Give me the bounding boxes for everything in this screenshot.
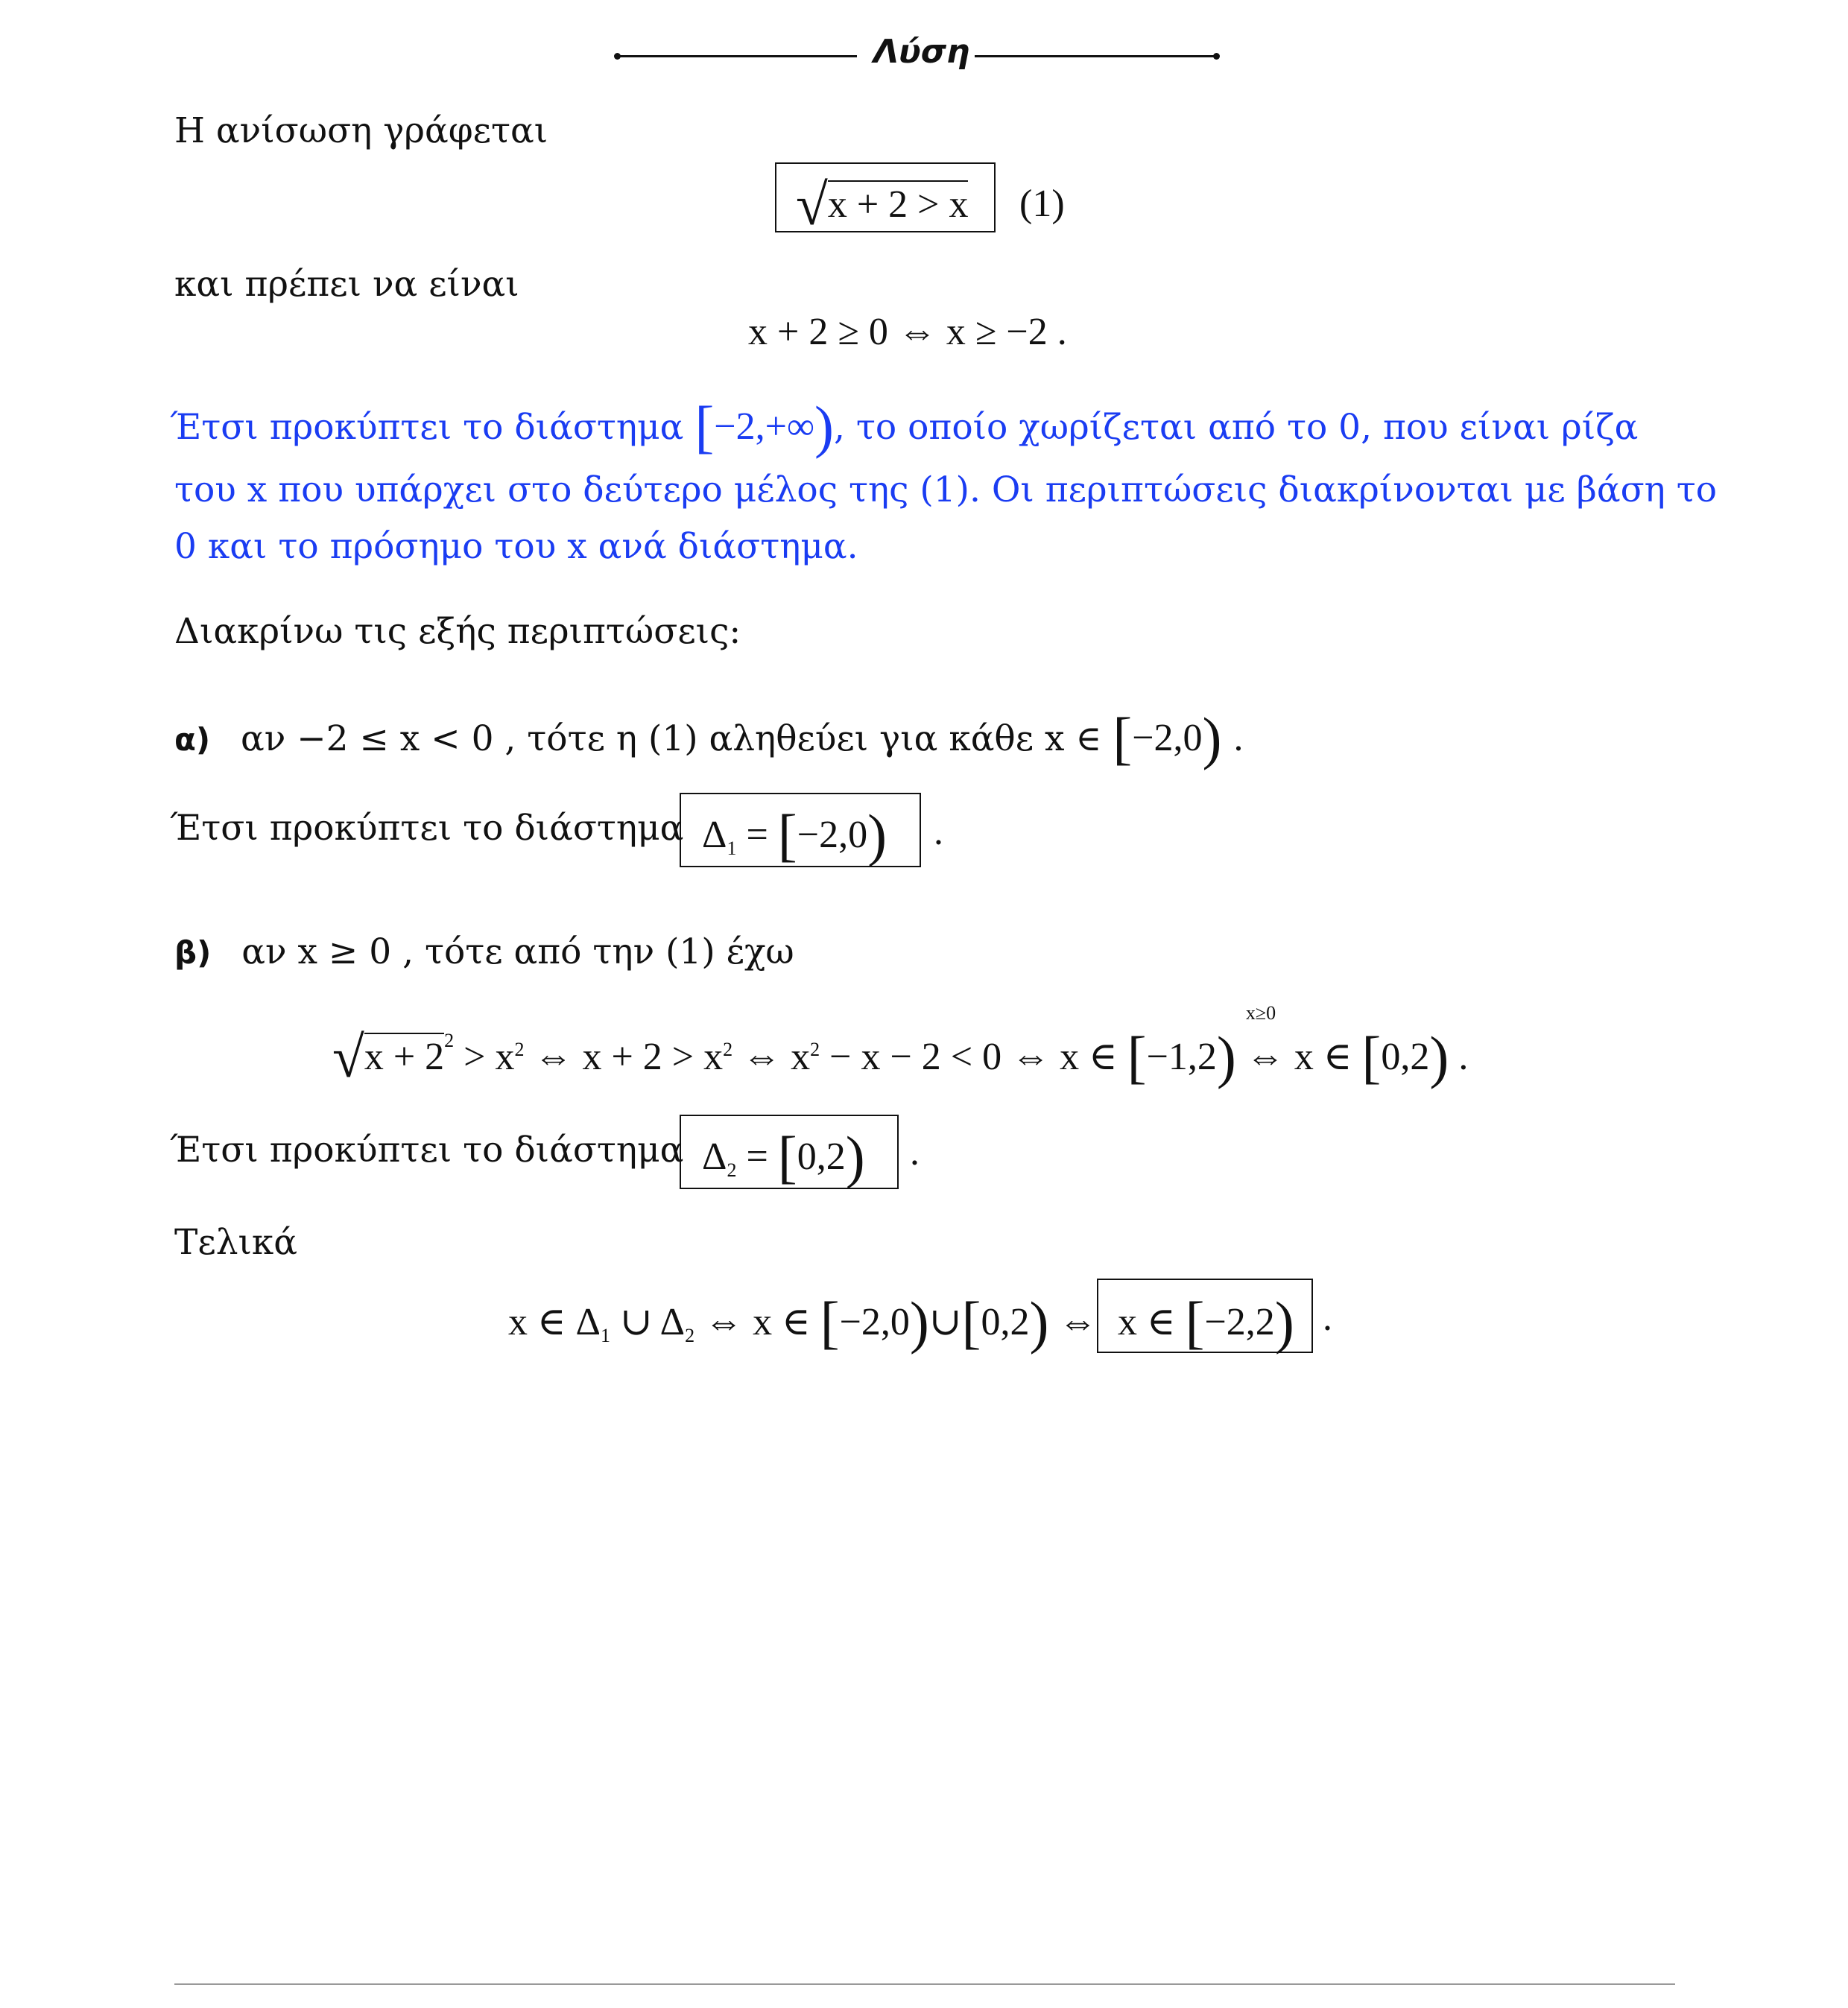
blue-line-1: Έτσι προκύπτει το διάστημα [−2,+∞), το οποίο χωρίζεται από το 0, που είναι ρίζα <box>170 394 1639 459</box>
case-b-label: β) <box>174 934 212 971</box>
equation-3: $√x + 2^2 > x^2$ ⇔ $x + 2 > x^2$ ⇔ $x^2 - x - 2 < 0$ ⇔ x ∈ [−1,2) x≥0 ⇔ x ∈ [0,2) . <box>332 1002 1469 1089</box>
result-2-text: Έτσι προκύπτει το διάστημα <box>170 1130 684 1171</box>
cases-intro: Διακρίνω τις εξής περιπτώσεις: <box>174 611 741 652</box>
header-title: Λύση <box>873 33 970 71</box>
blue-line-2: του x που υπάρχει στο δεύτερο μέλος της (1). Οι περιπτώσεις διακρίνονται με βάση το <box>174 469 1718 510</box>
equation-1-tag: (1) <box>1019 183 1065 225</box>
blue-line-1c: , το οποίο χωρίζεται από το 0, που είναι ρίζα <box>834 407 1639 448</box>
case-a-label: α) <box>174 721 211 758</box>
footer-rule <box>174 1983 1675 1985</box>
case-a: α) αν −2 ≤ x < 0 , τότε η (1) αληθεύει για κάθε x ∈ [−2,0) . <box>174 706 1244 770</box>
delta-2-interval: 0,2 <box>797 1136 846 1178</box>
eq1-body: x + 2 > x <box>828 180 969 226</box>
header-right-rule <box>975 55 1218 57</box>
final-interval: −2,2 <box>1204 1301 1275 1343</box>
intro-text: Η ανίσωση γράφεται <box>174 110 548 151</box>
header-left-rule <box>618 55 857 57</box>
condition-equation: x + 2 ≥ 0 ⇔ x ≥ −2 . <box>748 311 1067 353</box>
header-right-dot <box>1213 53 1220 60</box>
equation-1 <box>796 172 969 237</box>
final-answer: x ∈ [−2,2) <box>1118 1290 1294 1355</box>
case-b <box>174 931 794 972</box>
blue-interval: −2,+∞ <box>714 405 815 448</box>
condition-intro: και πρέπει να είναι <box>174 264 519 305</box>
blue-line-3: 0 και το πρόσημο του x ανά διάστημα. <box>174 526 858 567</box>
case-b-text: αν x ≥ 0 , τότε από την (1) έχω <box>241 931 794 972</box>
blue-line-1a: Έτσι προκύπτει το διάστημα <box>170 407 684 448</box>
case-a-interval: −2,0 <box>1132 717 1203 759</box>
final-label: Τελικά <box>174 1222 298 1263</box>
delta-1-interval: −2,0 <box>797 814 868 856</box>
final-equation: x ∈ $\Delta_1$ ∪ $\Delta_2$ ⇔ x ∈ [−2,0)∪[0,2) ⇔ <box>508 1290 1098 1355</box>
result-1-formula: $\Delta_1 = [-2,0)$ <box>702 802 887 867</box>
case-a-text: αν −2 ≤ x < 0 , τότε η (1) αληθεύει για κάθε x ∈ <box>241 718 1102 759</box>
result-2-formula: $\Delta_2 = [0,2)$ <box>702 1124 865 1189</box>
sqrt-sign: √ <box>796 172 828 237</box>
result-1-text: Έτσι προκύπτει το διάστημα <box>170 808 684 849</box>
